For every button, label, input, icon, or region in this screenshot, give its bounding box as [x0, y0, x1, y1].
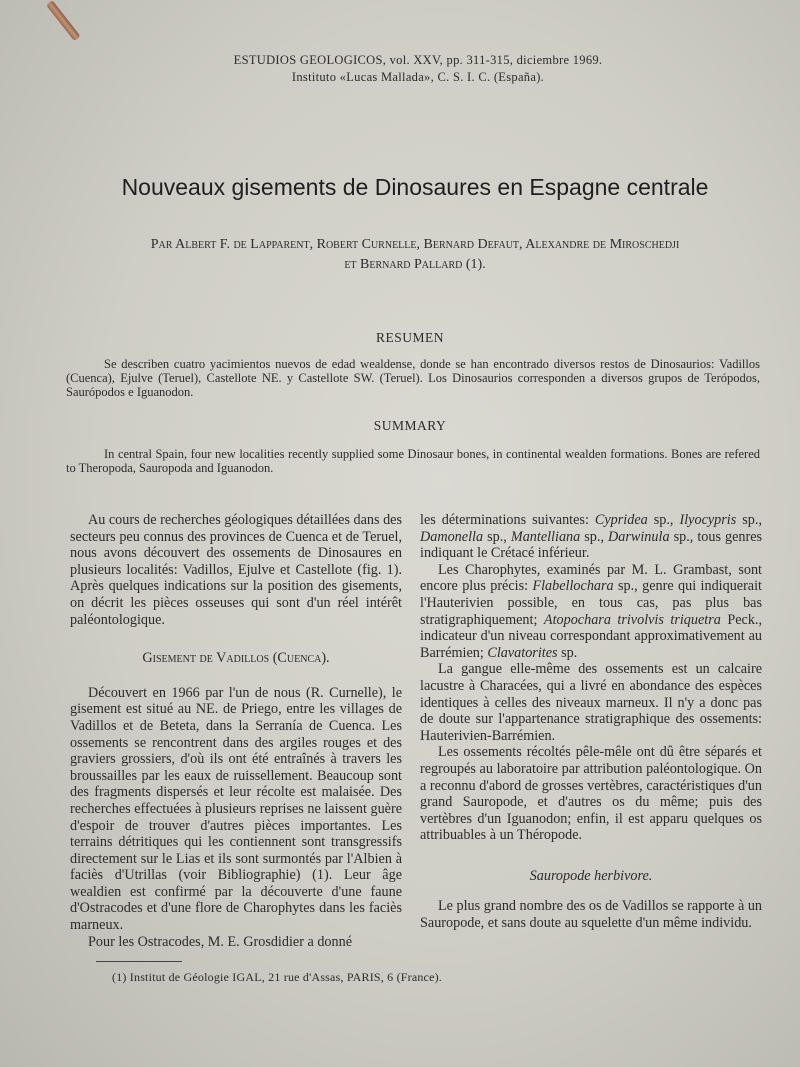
ossements-paragraph: Les ossements récoltés pêle-mêle ont dû être séparés et regroupés au laboratoire par attribution paléontologique. On a reconnu d'abord de grosses vertèbres, caractéristiques d'un grand Sauropode, et d'autres os du même; puis des vertèbres d'un Iguanodon; enfin, il est apparu quelques os attribuables à un Théropode.: [420, 744, 762, 844]
sauropode-paragraph: Le plus grand nombre des os de Vadillos se rapporte à un Sauropode, et sans doute au squelette d'un même individu.: [420, 898, 763, 932]
charophytes-paragraph: Les Charophytes, examinés par M. L. Grambast, sont encore plus précis: Flabellochara sp., genre qui indiquerait l'Hauterivien possible, en tous cas, pas plus bas stratigraphiquement; Atopochara trivolvis triquetra Peck., indicateur d'un niveau correspondant approximativement au Barrémien; Clavatorites sp.: [420, 561, 763, 661]
intro-paragraph: Au cours de recherches géologiques détaillées dans des secteurs peu connus des provinces de Cuenca et de Teruel, nous avons découvert des ossements de Dinosaures en plusieurs localités: Vadillos, Ejulve et Castellote (fig. 1). Après quelques indications sur la position des gisements, on décrit les pièces osseuses qui sont d'un réel intérêt paléontologique.: [70, 512, 402, 628]
ostracodes-continued: les déterminations suivantes: Cypridea sp., Ilyocypris sp., Damonella sp., Mantelliana sp., Darwinula sp., tous genres indiquant le Crétacé inférieur.: [420, 512, 763, 562]
section-heading-vadillos: Gisement de Vadillos (Cuenca).: [142, 650, 330, 667]
journal-line: ESTUDIOS GEOLOGICOS, vol. XXV, pp. 311-315, diciembre 1969.: [233, 53, 603, 67]
gangue-paragraph: La gangue elle-même des ossements est un calcaire lacustre à Characées, qui a livré en abondance des espèces identiques à celles des niveaux marneux. Il n'y a donc pas de doute sur l'appartenance stratigraphique des ossements: Hauterivien-Barrémien.: [420, 661, 762, 744]
summary-text: In central Spain, four new localities recently supplied some Dinosaur bones, in continental wealden formations. Bones are refered to Theropoda, Sauropoda and Iguanodon.: [66, 447, 760, 475]
institute-line: Instituto «Lucas Mallada», C. S. I. C. (España).: [291, 70, 545, 84]
summary-heading: SUMMARY: [373, 418, 447, 433]
vadillos-paragraph: Découvert en 1966 par l'un de nous (R. Curnelle), le gisement est situé au NE. de Priego, entre les villages de Vadillos et de Beteta, dans la Serranía de Cuenca. Les ossements se rencontrent dans des argiles rouges et des graviers grossiers, d'où ils ont été entraînés à travers les broussailles par les eaux de ruissellement. Beaucoup sont des fragments dispersés et leur récolte est malaisée. Des recherches effectuées à plusieurs reprises ne laissent guère d'espoir de trouver d'autres pièces importantes. Les terrains détritiques qui les contiennent sont transgressifs directement sur le Lias et ils sont surmontés par l'Albien à faciès d'Utrillas (voir Bibliographie) (1). Leur âge wealdien est confirmé par la découverte d'une faune d'Ostracodes et d'une flore de Charophytes dans les faciès marneux.: [70, 684, 402, 934]
resumen-text: Se describen cuatro yacimientos nuevos de edad wealdense, donde se han encontrado diversos restos de Dinosaurios: Vadillos (Cuenca), Ejulve (Teruel), Castellote NE. y Castellote SW. (Teruel). Los Dinosaurios corresponden a diversos grupos de Terópodos, Saurópodos e Iguanodon.: [66, 357, 760, 399]
paperclip-mark: [46, 0, 81, 41]
right-column: [420, 512, 762, 932]
authors-line-1: Par Albert F. de Lapparent, Robert Curnelle, Bernard Defaut, Alexandre de Miroschedji: [150, 237, 680, 252]
sauropode-subheading: Sauropode herbivore.: [529, 867, 653, 884]
author-list: [60, 235, 770, 275]
ostracodes-paragraph: Pour les Ostracodes, M. E. Grosdidier a donné: [88, 933, 352, 950]
footnote: (1) Institut de Géologie IGAL, 21 rue d'Assas, PARIS, 6 (France).: [112, 970, 443, 984]
journal-header: [0, 52, 800, 86]
authors-line-2: et Bernard Pallard (1).: [344, 257, 486, 272]
left-column: [70, 512, 402, 950]
footnote-rule: [96, 961, 182, 962]
article-title: Nouveaux gisements de Dinosaures en Espagne centrale: [121, 174, 709, 200]
resumen-heading: RESUMEN: [375, 330, 444, 345]
